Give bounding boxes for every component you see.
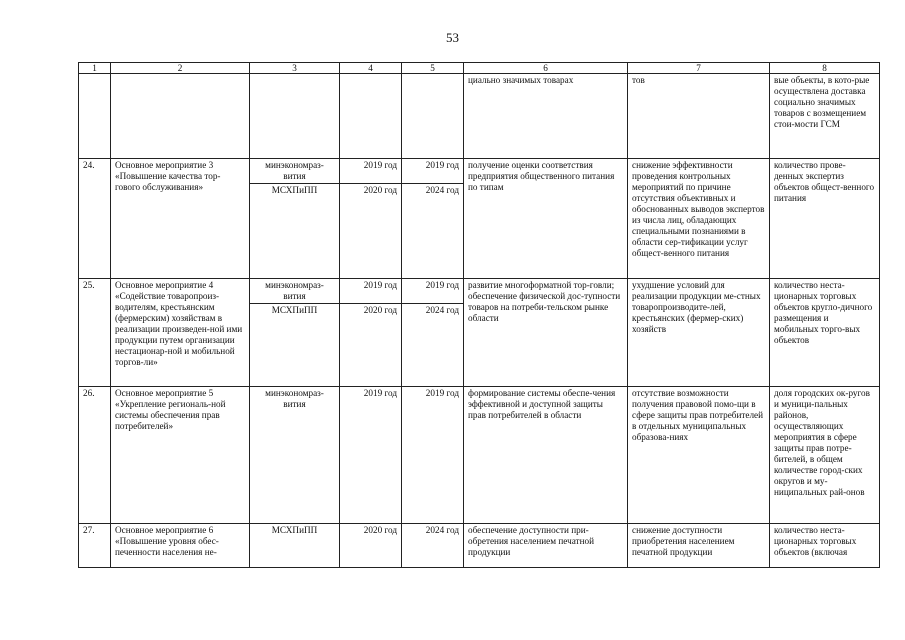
header-cell: 3 xyxy=(250,63,340,74)
start-year-cell: 2020 год xyxy=(340,184,402,279)
activity-cell: Основное мероприятие 6 «Повышение уровня обес-печенности населения не- xyxy=(111,524,250,568)
end-year-cell: 2024 год xyxy=(402,184,464,279)
start-year-cell: 2019 год xyxy=(340,387,402,524)
row-number: 25. xyxy=(79,279,111,387)
indicator-cell: количество прове-денных экспертиз объектов общест-венного питания xyxy=(770,159,880,279)
cont-cell-4 xyxy=(340,74,402,159)
end-year-cell: 2024 год xyxy=(402,524,464,568)
row-number: 27. xyxy=(79,524,111,568)
header-cell: 1 xyxy=(79,63,111,74)
start-year-cell: 2019 год xyxy=(340,159,402,184)
header-cell: 8 xyxy=(770,63,880,74)
header-cell: 4 xyxy=(340,63,402,74)
risk-cell: отсутствие возможности получения правовой помо-щи в сфере защиты прав потребителей в отдельных муниципальных образова-ниях xyxy=(628,387,770,524)
table-row xyxy=(79,279,880,304)
cont-result: циально значимых товарах xyxy=(464,74,628,159)
header-cell: 5 xyxy=(402,63,464,74)
table-row xyxy=(79,387,880,524)
cont-indicator: вые объекты, в кото-рые осуществлена доставка социально значимых товаров с возмещением стои-мости ГСМ xyxy=(770,74,880,159)
header-cell: 6 xyxy=(464,63,628,74)
result-cell: получение оценки соответствия предприятия общественного питания по типам xyxy=(464,159,628,279)
continuation-row xyxy=(79,74,880,159)
executor-cell: МСХПиПП xyxy=(250,184,340,279)
executor-cell: минэкономраз-вития xyxy=(250,279,340,304)
executor-cell: минэкономраз-вития xyxy=(250,387,340,524)
result-cell: развитие многоформатной тор-говли; обеспечение физической дос-тупности товаров на потреби-тельском рынке области xyxy=(464,279,628,387)
table-row xyxy=(79,159,880,184)
executor-cell: МСХПиПП xyxy=(250,524,340,568)
risk-cell: снижение эффективности проведения контрольных мероприятий по причине отсутствия объективных и обоснованных выводов экспертов из числа лиц, обладающих специальными познаниями в области сер-тификации услуг общест-венного питания xyxy=(628,159,770,279)
activity-cell: Основное мероприятие 3 «Повышение качества тор-гового обслуживания» xyxy=(111,159,250,279)
risk-cell: снижение доступности приобретения населением печатной продукции xyxy=(628,524,770,568)
cont-cell-3 xyxy=(250,74,340,159)
activity-cell: Основное мероприятие 5 «Укрепление региональ-ной системы обеспечения прав потребителей» xyxy=(111,387,250,524)
cont-cell-2 xyxy=(111,74,250,159)
indicator-cell: доля городских ок-ругов и муници-пальных районов, осуществляющих мероприятия в сфере защиты прав потре-бителей, в общем количестве город-ских округов и му-ниципальных рай-онов xyxy=(770,387,880,524)
row-number: 24. xyxy=(79,159,111,279)
result-cell: обеспечение доступности при-обретения населением печатной продукции xyxy=(464,524,628,568)
cont-cell-1 xyxy=(79,74,111,159)
activity-cell: Основное мероприятие 4 «Содействие товаропроиз-водителям, крестьянским (фермерским) хозяйствам в реализации произведен-ной ими продукции путем организации нестационар-ной и мобильной торгов-ли» xyxy=(111,279,250,387)
end-year-cell: 2019 год xyxy=(402,279,464,304)
header-cell: 2 xyxy=(111,63,250,74)
end-year-cell: 2019 год xyxy=(402,387,464,524)
row-number: 26. xyxy=(79,387,111,524)
page-number: 53 xyxy=(446,30,459,45)
result-cell: формирование системы обеспе-чения эффективной и доступной защиты прав потребителей в области xyxy=(464,387,628,524)
start-year-cell: 2020 год xyxy=(340,524,402,568)
program-table xyxy=(78,62,880,568)
cont-risk: тов xyxy=(628,74,770,159)
header-row xyxy=(79,63,880,74)
start-year-cell: 2019 год xyxy=(340,279,402,304)
indicator-cell: количество неста-ционарных торговых объектов кругло-дичного размещения и мобильных торго-вых объектов xyxy=(770,279,880,387)
table-row xyxy=(79,524,880,568)
executor-cell: МСХПиПП xyxy=(250,304,340,387)
start-year-cell: 2020 год xyxy=(340,304,402,387)
cont-cell-5 xyxy=(402,74,464,159)
executor-cell: минэкономраз-вития xyxy=(250,159,340,184)
header-cell: 7 xyxy=(628,63,770,74)
end-year-cell: 2024 год xyxy=(402,304,464,387)
risk-cell: ухудшение условий для реализации продукции ме-стных товаропроизводите-лей, крестьянских (фермер-ских) хозяйств xyxy=(628,279,770,387)
end-year-cell: 2019 год xyxy=(402,159,464,184)
indicator-cell: количество неста-ционарных торговых объектов (включая xyxy=(770,524,880,568)
